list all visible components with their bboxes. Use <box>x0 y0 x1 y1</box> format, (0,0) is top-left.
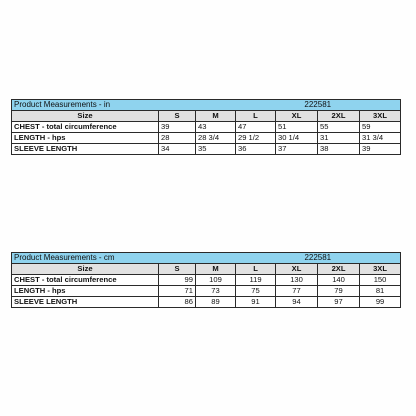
cell-value: 81 <box>360 286 401 297</box>
row-label: SLEEVE LENGTH <box>12 144 159 155</box>
cell-value: 109 <box>196 275 236 286</box>
cell-value: 99 <box>159 275 196 286</box>
table-row-length <box>12 133 401 144</box>
header-size: Size <box>12 264 159 275</box>
header-2xl: 2XL <box>318 111 360 122</box>
row-label: CHEST - total circumference <box>12 122 159 133</box>
header-l: L <box>236 264 276 275</box>
header-m: M <box>196 111 236 122</box>
cell-value: 30 1/4 <box>276 133 318 144</box>
cell-value: 31 3/4 <box>360 133 401 144</box>
header-3xl: 3XL <box>360 111 401 122</box>
cell-value: 31 <box>318 133 360 144</box>
header-l: L <box>236 111 276 122</box>
table-title-row <box>12 100 401 111</box>
cell-value: 150 <box>360 275 401 286</box>
header-xl: XL <box>276 111 318 122</box>
cell-value: 47 <box>236 122 276 133</box>
cell-value: 99 <box>360 297 401 308</box>
cell-value: 28 3/4 <box>196 133 236 144</box>
cell-value: 140 <box>318 275 360 286</box>
row-label: SLEEVE LENGTH <box>12 297 159 308</box>
row-label: LENGTH - hps <box>12 133 159 144</box>
header-xl: XL <box>276 264 318 275</box>
cell-value: 94 <box>276 297 318 308</box>
cell-value: 34 <box>159 144 196 155</box>
cell-value: 39 <box>159 122 196 133</box>
row-label: LENGTH - hps <box>12 286 159 297</box>
table-caption: Product Measurements - in <box>12 100 236 111</box>
header-s: S <box>159 111 196 122</box>
cell-value: 59 <box>360 122 401 133</box>
table-row-sleeve <box>12 144 401 155</box>
style-code: 222581 <box>236 253 401 264</box>
row-label: CHEST - total circumference <box>12 275 159 286</box>
header-2xl: 2XL <box>318 264 360 275</box>
cell-value: 43 <box>196 122 236 133</box>
cell-value: 73 <box>196 286 236 297</box>
cell-value: 36 <box>236 144 276 155</box>
cell-value: 86 <box>159 297 196 308</box>
cell-value: 51 <box>276 122 318 133</box>
cell-value: 75 <box>236 286 276 297</box>
table-caption: Product Measurements - cm <box>12 253 236 264</box>
header-3xl: 3XL <box>360 264 401 275</box>
table-row-length <box>12 286 401 297</box>
cell-value: 91 <box>236 297 276 308</box>
header-size: Size <box>12 111 159 122</box>
header-m: M <box>196 264 236 275</box>
table-title-row <box>12 253 401 264</box>
cell-value: 37 <box>276 144 318 155</box>
header-s: S <box>159 264 196 275</box>
table-row-chest <box>12 275 401 286</box>
measurements-table-cm <box>11 252 401 308</box>
cell-value: 77 <box>276 286 318 297</box>
table-header-row <box>12 111 401 122</box>
cell-value: 89 <box>196 297 236 308</box>
cell-value: 119 <box>236 275 276 286</box>
cell-value: 38 <box>318 144 360 155</box>
table-row-chest <box>12 122 401 133</box>
table-header-row <box>12 264 401 275</box>
cell-value: 79 <box>318 286 360 297</box>
cell-value: 97 <box>318 297 360 308</box>
cell-value: 28 <box>159 133 196 144</box>
cell-value: 55 <box>318 122 360 133</box>
style-code: 222581 <box>236 100 401 111</box>
table-row-sleeve <box>12 297 401 308</box>
cell-value: 130 <box>276 275 318 286</box>
cell-value: 71 <box>159 286 196 297</box>
measurements-table-inches <box>11 99 401 155</box>
cell-value: 29 1/2 <box>236 133 276 144</box>
cell-value: 39 <box>360 144 401 155</box>
cell-value: 35 <box>196 144 236 155</box>
